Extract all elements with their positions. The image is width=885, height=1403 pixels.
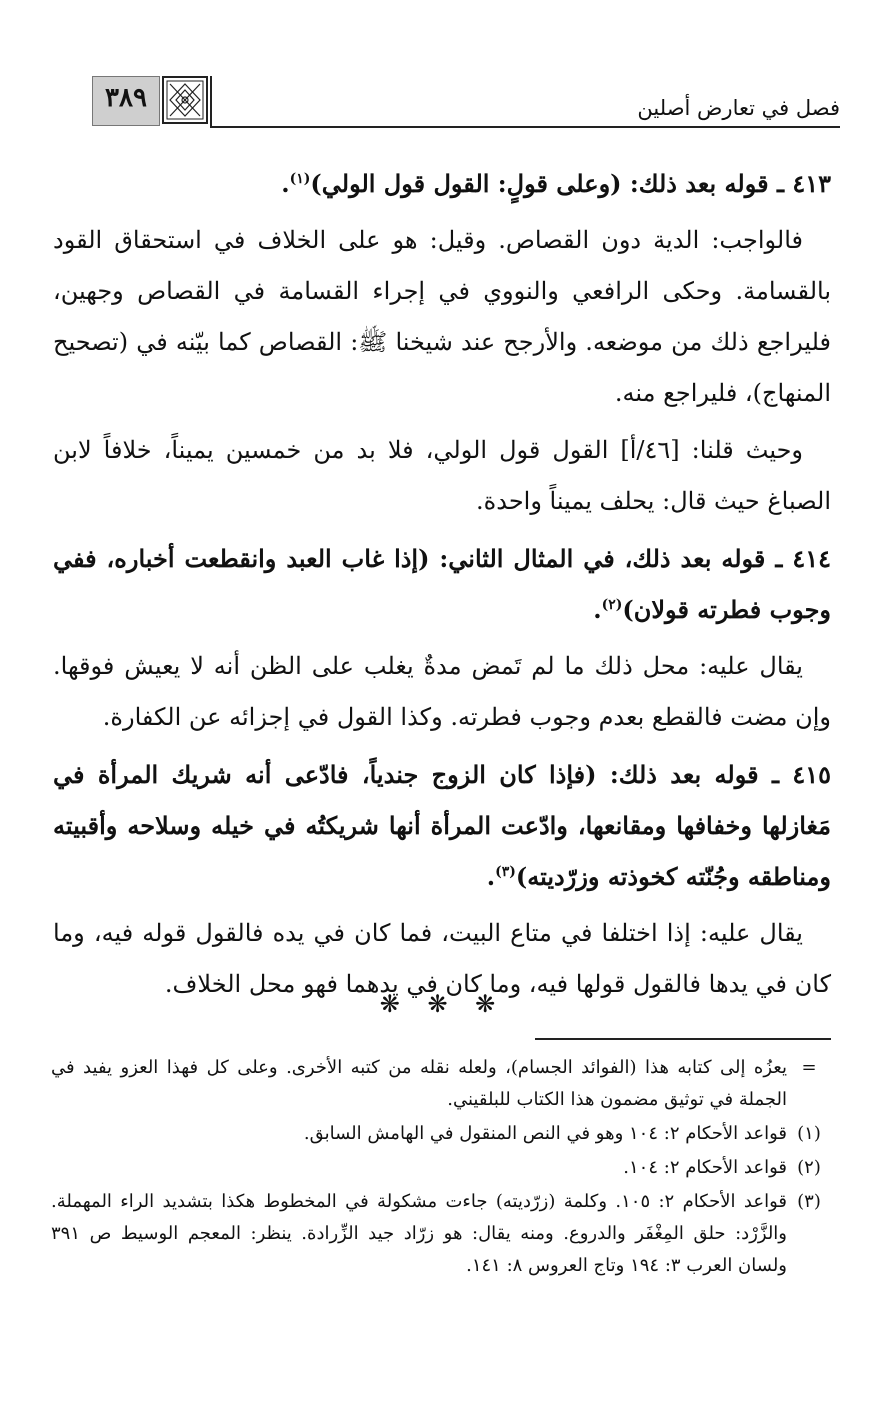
entry-paragraph: [53, 158, 831, 209]
entry-tail: .: [281, 169, 290, 198]
footnote-mark: (٢): [797, 1157, 821, 1178]
footnote-mark: =: [801, 1057, 817, 1078]
footnote-rule: [535, 1038, 831, 1040]
page-header: [92, 76, 840, 128]
entry-number: ٤١٥ ـ: [771, 760, 831, 789]
entry-tail: .: [593, 595, 602, 624]
footnote-ref: (٢): [601, 597, 623, 613]
footnote-text: يعزُه إلى كتابه هذا (الفوائد الجسام)، ولعله نقله من كتبه الأخرى. وعلى كل فهذا العزو يفيد في الجملة في توثيق مضمون هذا الكتاب للبلقيني.: [51, 1057, 787, 1110]
entry-tail: .: [486, 862, 496, 891]
page-number: ٣٨٩: [105, 83, 147, 113]
running-title: فصل في تعارض أصلين: [637, 96, 840, 120]
footnote-mark: (١): [797, 1123, 821, 1144]
footnote-item: [51, 1186, 831, 1282]
entry-paragraph: [53, 533, 831, 635]
footnote-text: قواعد الأحكام ٢: ١٠٥. وكلمة (زرّديته) جاءت مشكولة في المخطوط هكذا بتشديد الراء المهملة. والزَّرْد: حلق المِغْفَر والدروع. ومنه يقال: هو زرّاد جيد الزِّرادة. ينظر: المعجم الوسيط ص ٣٩١ ولسان العرب ٣: ١٩٤ وتاج العروس ٨: ١٤١.: [51, 1191, 787, 1276]
footnote-item: [51, 1052, 831, 1116]
entry-paragraph: [53, 749, 831, 902]
ornament-icon: [162, 76, 208, 124]
text-paragraph: يقال عليه: محل ذلك ما لم تَمض مدةٌ يغلب على الظن أنه لا يعيش فوقها. وإن مضت فالقطع بعدم وجوب فطرته. وكذا القول في إجزائه عن الكفارة.: [53, 652, 831, 731]
footnote-item: [51, 1152, 831, 1184]
footnote-text: قواعد الأحكام ٢: ١٠٤.: [623, 1157, 787, 1178]
text-paragraph: يقال عليه: إذا اختلفا في متاع البيت، فما كان في يده فالقول قوله فيه، وما كان في يدها فالقول قولها فيه، وما كان في يدهما فهو محل الخلاف.: [53, 919, 831, 998]
header-vertical-rule: [210, 76, 212, 126]
footnotes: [51, 1052, 831, 1284]
section-divider-icon: ❋ ❋ ❋: [379, 990, 506, 1018]
page-number-box: [92, 76, 160, 126]
footnote-mark: (٣): [797, 1191, 821, 1212]
entry-number: ٤١٤ ـ: [775, 544, 832, 573]
main-text: [53, 158, 831, 1016]
entry-text: قوله بعد ذلك: (وعلى قولٍ: القول قول الولي): [310, 169, 769, 198]
header-rule: [210, 126, 840, 128]
footnote-text: قواعد الأحكام ٢: ١٠٤ وهو في النص المنقول في الهامش السابق.: [303, 1123, 787, 1144]
text-paragraph: وحيث قلنا: [٤٦/أ] القول قول الولي، فلا بد من خمسين يميناً، خلافاً لابن الصباغ حيث قال: يحلف يميناً واحدة.: [53, 436, 831, 515]
entry-text: قوله بعد ذلك، في المثال الثاني: (إذا غاب العبد وانقطعت أخباره، ففي وجوب فطرته قولان): [53, 544, 831, 624]
footnote-ref: (٣): [495, 864, 516, 880]
entry-text: قوله بعد ذلك: (فإذا كان الزوج جندياً، فادّعى أنه شريك المرأة في مَغازلها وخفافها ومقانعها، وادّعت المرأة أنها شريكتُه في خيله وسلاحه وأقبيته ومناطقه وجُنّته كخوذته وزرّديته): [53, 760, 831, 891]
text-paragraph: فالواجب: الدية دون القصاص. وقيل: هو على الخلاف في استحقاق القود بالقسامة. وحكى الرافعي والنووي في إجراء القسامة في القصاص وجهين، فليراجع ذلك من موضعه. والأرجح عند شيخنا ﷺ: القصاص كما بيّنه في (تصحيح المنهاج)، فليراجع منه.: [53, 226, 831, 407]
entry-number: ٤١٣ ـ: [776, 169, 831, 198]
footnote-item: [51, 1118, 831, 1150]
footnote-ref: (١): [289, 171, 311, 187]
